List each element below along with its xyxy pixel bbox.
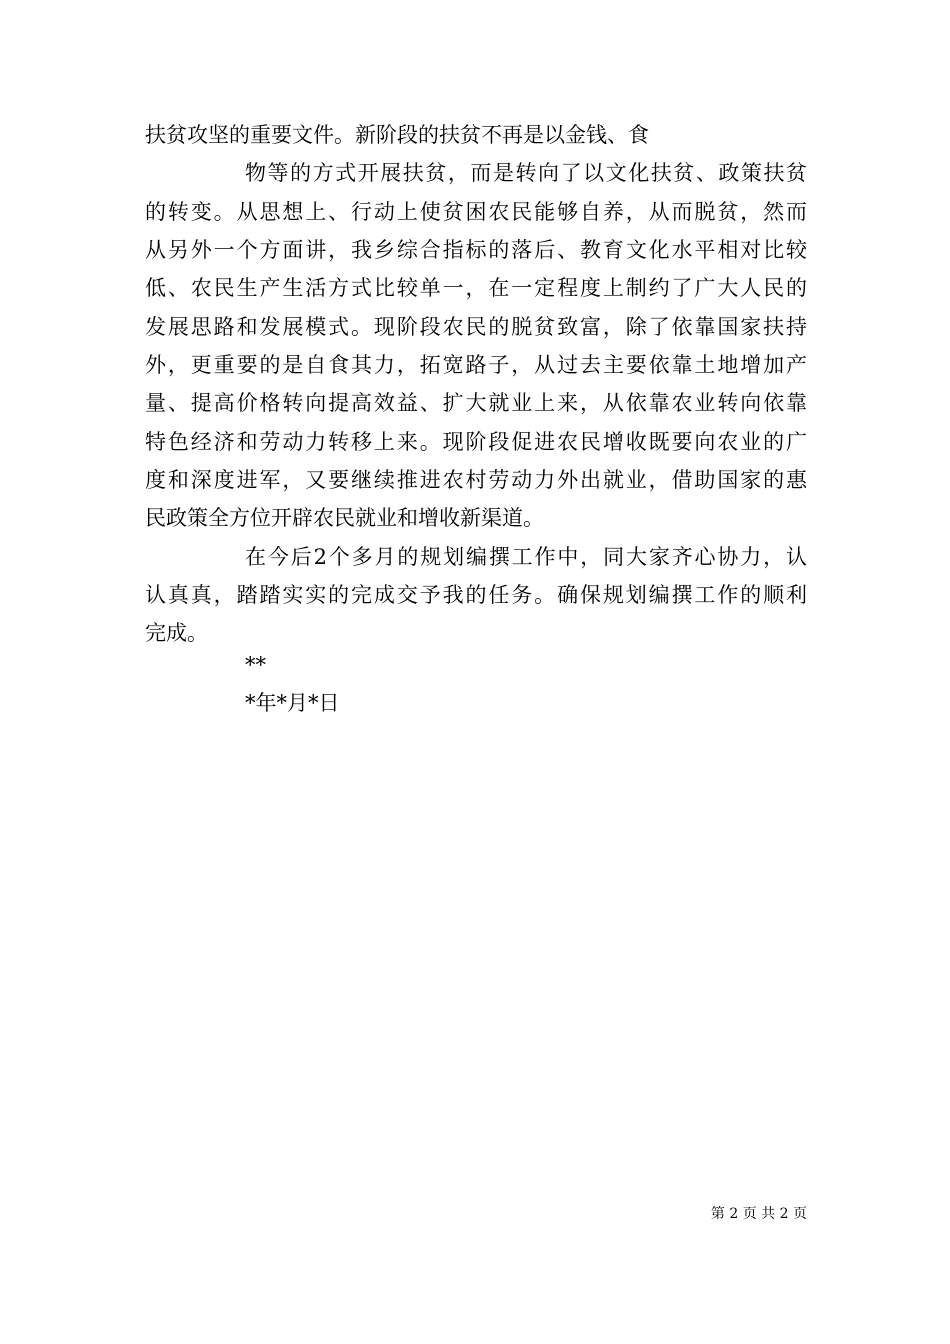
paragraph-line: 在今后2个多月的规划编撰工作中，同大家齐心协力，认 [245,545,807,569]
paragraph-line: 完成。 [145,621,208,645]
paragraph-line: 民政策全方位开辟农民就业和增收新渠道。 [145,506,544,530]
paragraph-line: 量、提高价格转向提高效益、扩大就业上来，从依靠农业转向依靠 [145,391,807,415]
signature: ** [245,653,266,677]
paragraph-line: 发展思路和发展模式。现阶段农民的脱贫致富，除了依靠国家扶持 [145,315,807,339]
paragraph-line: 的转变。从思想上、行动上使贫困农民能够自养，从而脱贫，然而 [145,200,807,224]
paragraph-line: 认真真，踏踏实实的完成交予我的任务。确保规划编撰工作的顺利 [145,583,807,607]
paragraph-line: 低、农民生产生活方式比较单一，在一定程度上制约了广大人民的 [145,276,807,300]
paragraph-line: 度和深度进军，又要继续推进农村劳动力外出就业，借助国家的惠 [145,468,807,492]
page-number: 第 2 页 共 2 页 [710,1206,807,1222]
date: *年*月*日 [245,691,340,715]
paragraph-line: 扶贫攻坚的重要文件。新阶段的扶贫不再是以金钱、食 [145,123,649,147]
paragraph-line: 特色经济和劳动力转移上来。现阶段促进农民增收既要向农业的广 [145,430,807,454]
paragraph-line: 物等的方式开展扶贫，而是转向了以文化扶贫、政策扶贫 [245,161,807,185]
paragraph-line: 外，更重要的是自食其力，拓宽路子，从过去主要依靠土地增加产 [145,353,807,377]
paragraph-line: 从另外一个方面讲，我乡综合指标的落后、教育文化水平相对比较 [145,238,807,262]
